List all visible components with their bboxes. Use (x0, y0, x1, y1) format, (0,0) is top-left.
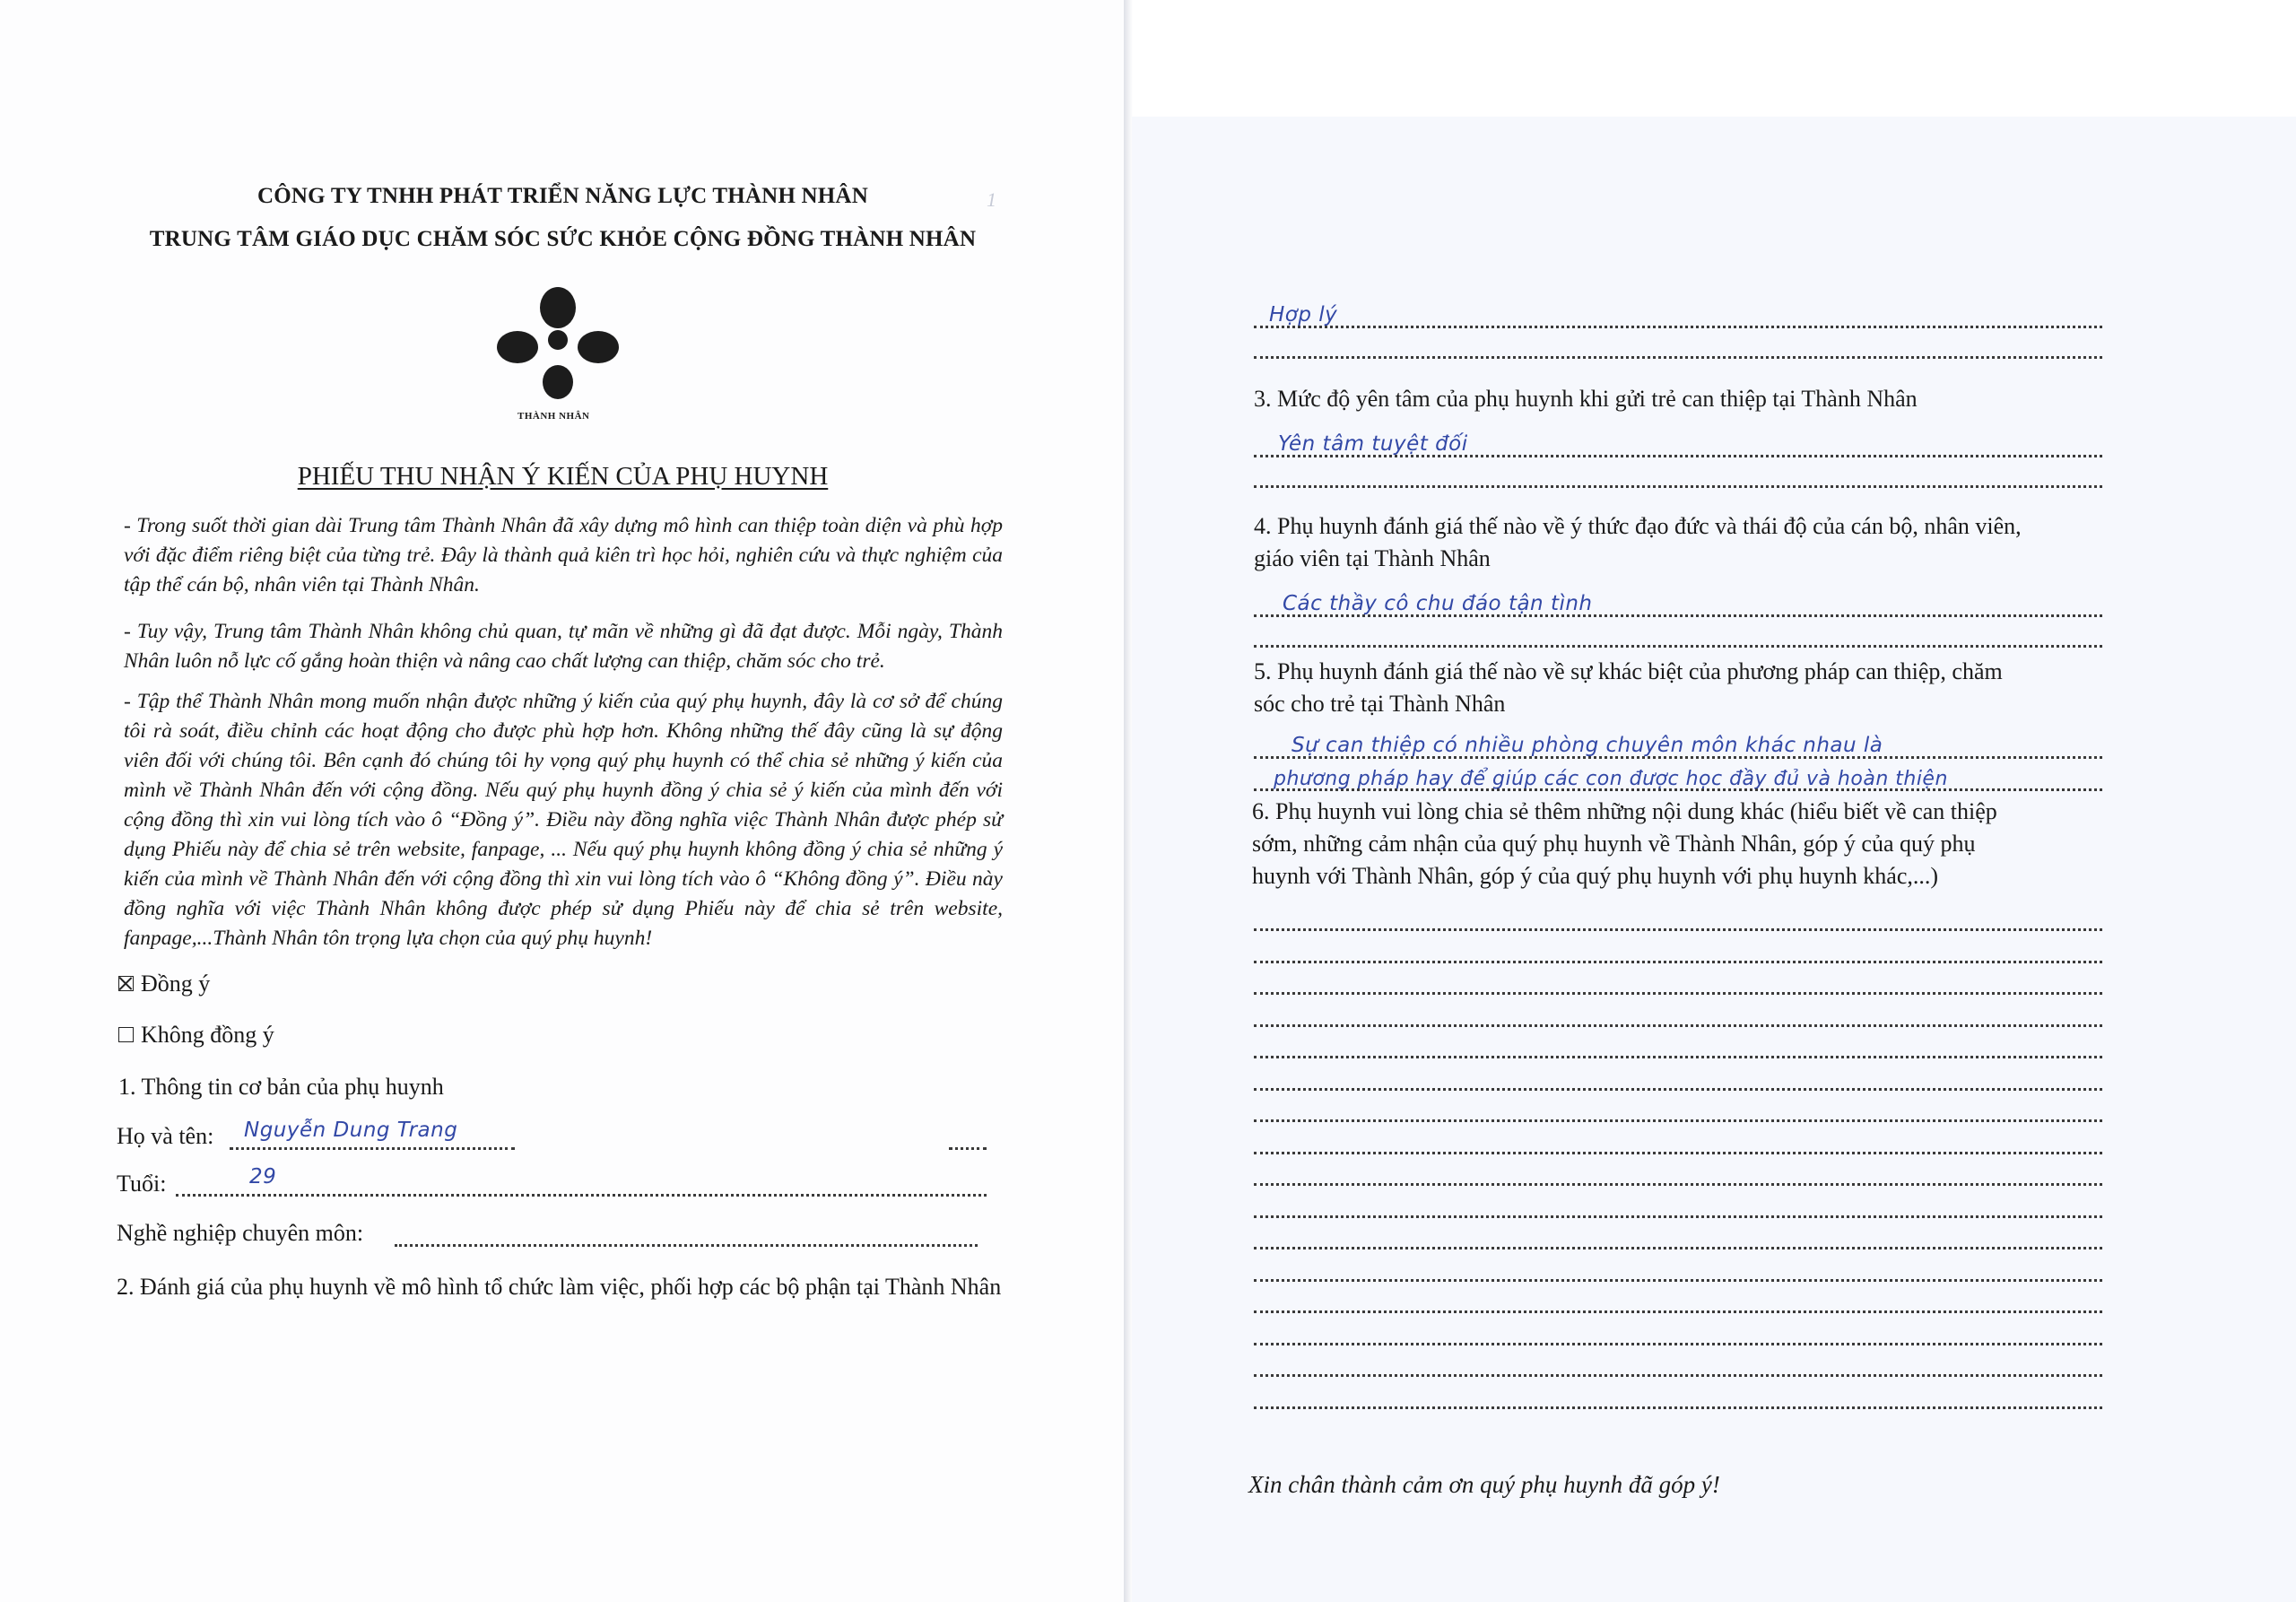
q3-answer-line-2 (1254, 484, 2102, 488)
name-field-line-end (949, 1146, 987, 1150)
q3-answer[interactable]: Yên tâm tuyệt đối (1278, 432, 1468, 456)
q2-answer-line-2 (1254, 355, 2102, 359)
intro-paragraph-2: - Tuy vậy, Trung tâm Thành Nhân không chủ quan, tự mãn về những gì đã đạt được. Mỗi ngày, Thành Nhân luôn nỗ lực cố gắng hoàn thiện và nâng cao chất lượng can thiệp, chăm sóc cho trẻ. (124, 620, 1003, 673)
agree-label: Đồng ý (141, 971, 211, 997)
q5-question-line-1: 5. Phụ huynh đánh giá thế nào về sự khác biệt của phương pháp can thiệp, chăm (1254, 658, 2003, 684)
q6-answer-line[interactable] (1254, 1246, 2102, 1249)
intro-paragraph-3: - Tập thể Thành Nhân mong muốn nhận được những ý kiến của quý phụ huynh, đây là cơ sở để chúng tôi rà soát, điều chỉnh các hoạt động cho được phù hợp hơn. Không những thế đây cũng là sự động viên đối với chúng tôi. Bên cạnh đó chúng tôi hy vọng quý phụ huynh có thể chia sẻ những ý kiến của mình về Thành Nhân đến với cộng đồng. Nếu quý phụ huynh đồng ý chia sẻ ý kiến của mình đến với cộng đồng thì xin vui lòng tích vào ô “Đồng ý”. Điều này đồng nghĩa việc Thành Nhân được phép sử dụng Phiếu này để chia sẻ trên website, fanpage, ... Nếu quý phụ huynh không đồng ý chia sẻ những ý kiến của mình về Thành Nhân đến với cộng đồng thì xin vui lòng tích vào ô “Không đồng ý”. Điều này đồng nghĩa với việc Thành Nhân không được phép sử dụng Phiếu này để chia sẻ trên website, fanpage,...Thành Nhân tôn trọng lựa chọn của quý phụ huynh! (124, 690, 1003, 950)
name-field-value[interactable]: Nguyễn Dung Trang (244, 1119, 458, 1142)
agree-checkbox[interactable] (118, 976, 134, 991)
q6-answer-line[interactable] (1254, 927, 2102, 931)
consent-disagree-option[interactable] (118, 1020, 274, 1050)
right-page (1132, 117, 2296, 1602)
q6-answer-line[interactable] (1254, 1373, 2102, 1377)
q6-question-line-3: huynh với Thành Nhân, góp ý của quý phụ huynh với phụ huynh khác,...) (1252, 863, 1939, 889)
q2-question: 2. Đánh giá của phụ huynh về mô hình tổ chức làm việc, phối hợp các bộ phận tại Thành Nhân (117, 1274, 1002, 1300)
q6-answer-line[interactable] (1254, 991, 2102, 995)
q6-question-line-1: 6. Phụ huynh vui lòng chia sẻ thêm những nội dung khác (hiểu biết về can thiệp (1252, 798, 1997, 824)
thanh-nhan-logo-icon (495, 283, 621, 399)
disagree-label: Không đồng ý (141, 1022, 274, 1048)
section1-title: 1. Thông tin cơ bản của phụ huynh (118, 1074, 444, 1100)
q6-answer-line[interactable] (1254, 1087, 2102, 1091)
q4-answer[interactable]: Các thầy cô chu đáo tận tình (1283, 592, 1593, 615)
q3-question: 3. Mức độ yên tâm của phụ huynh khi gửi trẻ can thiệp tại Thành Nhân (1254, 386, 1918, 412)
closing-message: Xin chân thành cảm ơn quý phụ huynh đã góp ý! (1248, 1471, 1720, 1498)
center-name: TRUNG TÂM GIÁO DỤC CHĂM SÓC SỨC KHỎE CỘNG ĐỒNG THÀNH NHÂN (149, 227, 977, 251)
q5-answer-dots-2 (1254, 788, 2102, 791)
age-field-value[interactable]: 29 (249, 1165, 277, 1188)
q6-answer-line[interactable] (1254, 1151, 2102, 1154)
q4-answer-line-2 (1254, 644, 2102, 648)
q6-answer-line[interactable] (1254, 960, 2102, 963)
logo-caption: THÀNH NHÂN (517, 411, 590, 422)
q6-question-line-2: sớm, những cảm nhận của quý phụ huynh về Thành Nhân, góp ý của quý phụ (1252, 831, 1976, 857)
intro-paragraph-1: - Trong suốt thời gian dài Trung tâm Thành Nhân đã xây dựng mô hình can thiệp toàn diện và phù hợp với đặc điểm riêng biệt của từng trẻ. Đây là thành quả kiên trì học hỏi, nghiên cứu và thực nghiệm của tập thể cán bộ, nhân viên tại Thành Nhân. (124, 514, 1003, 596)
q6-answer-line[interactable] (1254, 1182, 2102, 1186)
consent-agree-option[interactable] (118, 969, 210, 999)
q5-answer-line-1[interactable]: Sự can thiệp có nhiều phòng chuyên môn khác nhau là (1292, 734, 1883, 757)
disagree-checkbox[interactable] (118, 1027, 134, 1042)
q6-answer-line[interactable] (1254, 1055, 2102, 1058)
form-title: PHIẾU THU NHẬN Ý KIẾN CỦA PHỤ HUYNH (297, 462, 829, 491)
q2-answer[interactable]: Hợp lý (1269, 303, 1338, 326)
job-field-label: Nghề nghiệp chuyên môn: (117, 1220, 364, 1246)
q5-question-line-2: sóc cho trẻ tại Thành Nhân (1254, 691, 1506, 717)
q6-answer-line[interactable] (1254, 1310, 2102, 1313)
q6-answer-line[interactable] (1254, 1119, 2102, 1122)
q6-answer-line[interactable] (1254, 1023, 2102, 1027)
q2-answer-line-1 (1254, 325, 2102, 328)
q5-answer-dots-1 (1254, 755, 2102, 759)
q5-answer-line-2[interactable]: phương pháp hay để giúp các con được học đầy đủ và hoàn thiện (1274, 768, 1948, 790)
age-field-line (176, 1193, 987, 1197)
q3-answer-line-1 (1254, 454, 2102, 457)
q6-answer-line[interactable] (1254, 1215, 2102, 1218)
q6-answer-line[interactable] (1254, 1278, 2102, 1282)
q4-question-line-2: giáo viên tại Thành Nhân (1254, 545, 1491, 571)
name-field-label: Họ và tên: (117, 1123, 214, 1149)
job-field-line (395, 1243, 978, 1247)
name-field-line (230, 1146, 515, 1150)
q6-answer-line[interactable] (1254, 1406, 2102, 1409)
q4-answer-line-1 (1254, 614, 2102, 617)
q4-question-line-1: 4. Phụ huynh đánh giá thế nào về ý thức đạo đức và thái độ của cán bộ, nhân viên, (1254, 513, 2022, 539)
q6-answer-line[interactable] (1254, 1342, 2102, 1345)
bleed-through-mark: 1 (987, 188, 996, 211)
age-field-label: Tuổi: (117, 1171, 167, 1197)
company-name: CÔNG TY TNHH PHÁT TRIỂN NĂNG LỰC THÀNH NHÂN (257, 184, 868, 208)
